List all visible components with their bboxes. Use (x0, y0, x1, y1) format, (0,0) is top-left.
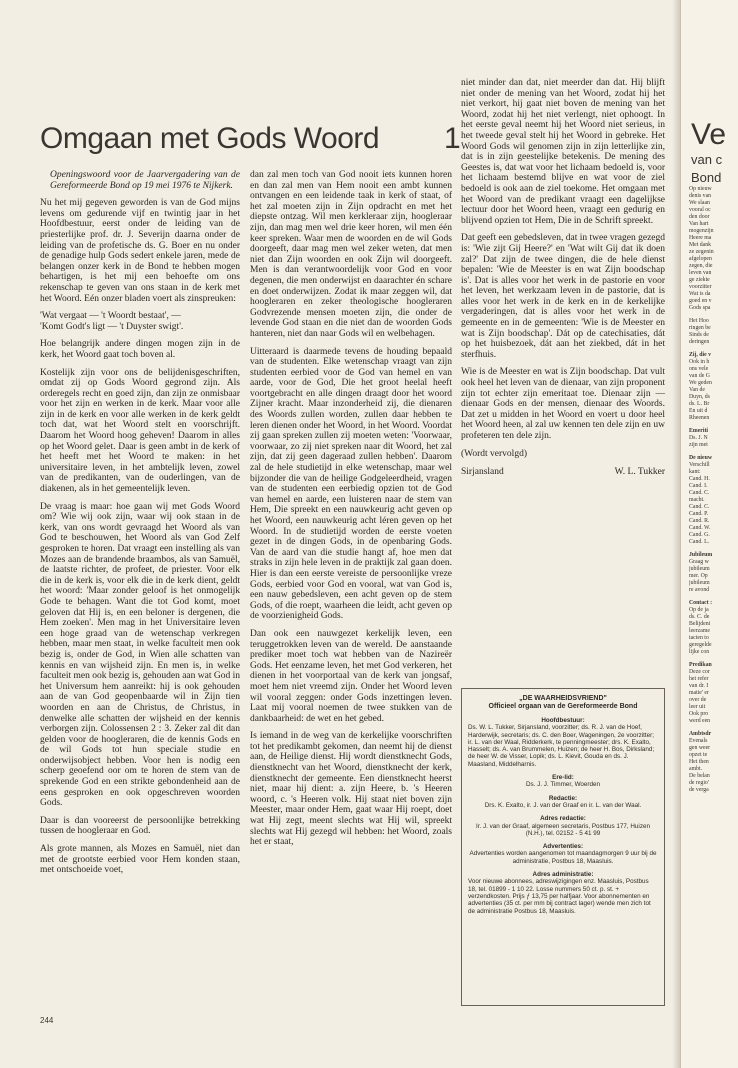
adjacent-page-line: het refer (689, 676, 709, 682)
adjacent-page-line: zegen, die (689, 263, 713, 269)
adjacent-page-line: Ook in h (689, 359, 710, 365)
board-text: Ds. W. L. Tukker, Sirjansland, voorzitter; ds. R. J. van de Hoef, Harderwijk, secretaris; ds. C. den Boer, Wageningen, 2e voorzitter; ir. L. van der Waal, Ridderkerk, te penningmeester; drs. K. Exalto, Hasselt; ds. A. van Brummelen, Huizen; de heer H. Bos, Dirksland; de heer W. de Visser, Lopik; ds. L. Kievit, Gouda en ds. J. Maasland, Middelharnis. (468, 724, 655, 768)
paragraph: niet minder dan dat, niet meerder dan dat. Hij blijft niet onder de mening van het Woord, zodat hij het niet verkort, hij gaat niet boven de mening van het Woord, zodat hij het niet verlengt, niet ophoogt. In het eerste geval neemt hij het Woord niet serieus, in het tweede geval stelt hij het Woord in gebreke. Het Woord Gods wil genomen zijn in zijn letterlijke zin, dat is in zijn geestelijke betekenis. De mening des Geestes is, dat wat voor het lichaam bedoeld is, voor het lichaam bestemd blijve en wat voor de ziel bedoeld is ook aan de ziel toekome. Het omgaan met het Woord van de predikant vraagt een dagelijkse lectuur door het Woord heen, vraagt een gedurig en blijvend opzien tot Hem, Die in de Schrift spreekt. (461, 78, 665, 226)
admin-title: Adres administratie: (532, 871, 594, 879)
adjacent-page-heading: Ambtsdr (689, 731, 712, 737)
paragraph: Dat geeft een gebedsleven, dat in twee vragen gezegd is: 'Wie zijt Gij Heere?' en 'Wat wilt Gij dat ik doen zal?' Dat zijn de twee dingen, die de hele dienst bepalen: 'Wie de Meester is en wat Zijn boodschap is'. Dat is alles voor het werk in de pastorie en voor het leven, het werkzaam leven in de pastorie, dat is alles voor het werk in de kerk en in de kerkelijke vergaderingen, dat is alles voor het werk in de gemeente en in de gemeenten: 'Wie is de Meester en wat is Zijn boodschap'. Dát op de catechisaties, dát op het huisbezoek, dát aan het ziekbed, dát in het sterfhuis. (461, 233, 665, 360)
adjacent-page-line: lijke con (689, 649, 710, 655)
colophon-subheading: Officieel orgaan van de Gereformeerde Bond (488, 703, 638, 710)
adjacent-page-line: ambt. (689, 766, 703, 772)
adjacent-page-line: Het then (689, 759, 709, 765)
adjacent-page-line: macht. (689, 497, 705, 503)
adjacent-page-subtitle-1: van c (691, 152, 723, 167)
adjacent-page-line: tacten to (689, 635, 709, 641)
adjacent-page-line: Cand. G. (689, 532, 710, 538)
adjacent-page-line: opzet te (689, 752, 708, 758)
adjacent-page-line: ds. C. de (689, 614, 710, 620)
motto-line-2: 'Komt Godt's ligt — 't Duyster swigt'. (40, 321, 184, 332)
article-title: Omgaan met Gods Woord (40, 122, 380, 155)
adjacent-page-line: den door (689, 214, 710, 220)
adjacent-page-line: mer. Op (689, 573, 708, 579)
adjacent-page-line: ze zegenin (689, 249, 714, 255)
adjacent-page-line: Heere ma (689, 235, 712, 241)
article-subtitle: Openingswoord voor de Jaarvergadering van de Gereformeerde Bond op 19 mei 1976 te Nijkerk. (50, 170, 240, 191)
adjacent-page-title: Ve (691, 118, 727, 151)
adjacent-page-line: goed en v (689, 298, 712, 304)
adjacent-page-heading: Jubileum (689, 552, 713, 558)
adjacent-page (680, 0, 738, 1068)
adjacent-page-line: vooral oc (689, 207, 711, 213)
paragraph: Wie is de Meester en wat is Zijn boodschap. Dat vult ook heel het leven van de dienaar, van zijn proponent zijn tot echter zijn emeritaat toe. Dienaar zijn — dienaar Gods en der mensen, dienaar des Woords. Dat zet u midden in het Woord en voert u door heel het Woord heen, al zal uw kennen ten dele zijn en uw profeteren ten dele zijn. (461, 367, 665, 441)
adjacent-page-line: deringen (689, 339, 710, 345)
adjacent-page-line: Cand. C. (689, 504, 710, 510)
adjacent-page-line: geregelde (689, 642, 712, 648)
to-be-continued: (Wordt vervolgd) (461, 448, 527, 459)
adjacent-page-line: de regio' (689, 780, 709, 786)
adjacent-page-line: Cand. H. (689, 476, 710, 482)
adjacent-page-line: gen weer (689, 745, 711, 751)
adjacent-page-line: mogenzijn (689, 228, 714, 234)
adjacent-page-line: afgelopen (689, 256, 712, 262)
adjacent-page-line: Cand. I. (689, 483, 708, 489)
page-number: 244 (40, 1016, 54, 1025)
adjacent-page-line: Verschill (689, 462, 710, 468)
column-3 (461, 78, 665, 478)
adjacent-page-line: Cand. L. (689, 539, 710, 545)
adjacent-page-heading: Emeriti (689, 428, 708, 434)
adjacent-page-line: We slaan (689, 200, 710, 206)
adjacent-page-line: werd een (689, 718, 711, 724)
adjacent-page-line: ge ziekte (689, 277, 710, 283)
adjacent-page-line: Ook pro (689, 711, 709, 717)
article-part-number: 1 (444, 122, 461, 155)
adjacent-page-line: leerzame (689, 628, 710, 634)
paragraph: Is iemand in de weg van de kerkelijke voorschriften tot het predikambt gekomen, dan neemt hij de dienst aan, de Heilige dienst. Hij wordt dienstknecht Gods, dienstknecht van het Woord, dienstknecht der kerk, dienstknecht der gemeente. Een dienstknecht heerst niet, maar hij dient: a. zijn Heere, b. 's Heeren woord, c. 's Heeren volk. Hij staat niet boven zijn Meester, maar onder Hem, gaat waar Hij roept, doet wat Hij zegt, meent slechts wat Hij wil, spreekt slechts wat Hij gezegd wil hebben: het Woord, zoals het er staat, (250, 731, 452, 848)
adjacent-page-line: ons vele (689, 366, 709, 372)
adjacent-page-line: van de G (689, 373, 710, 379)
adjacent-page-subtitle-2: Bond (691, 170, 722, 185)
adjacent-page-line: Van de (689, 387, 705, 393)
adjacent-page-line: Op de ja (689, 607, 709, 613)
board-title: Hoofdbestuur: (541, 717, 585, 724)
adjacent-page-line: Cand. C. (689, 490, 710, 496)
adjacent-page-line: kant: (689, 469, 701, 475)
adjacent-page-line: over de (689, 697, 707, 703)
adjacent-page-line: voorzitter (689, 284, 712, 290)
adjacent-page-line: Duyn, ds (689, 394, 710, 400)
adjacent-page-heading: Contact : (689, 600, 713, 606)
adjacent-page-line: Rheenen (689, 415, 710, 421)
adjacent-page-heading: Zij, die v (689, 352, 712, 358)
adjacent-page-line: Cand. P. (689, 511, 709, 517)
adjacent-page-line: Van hart (689, 221, 709, 227)
paragraph: Nu het mij gegeven geworden is van de God mijns levens om gedurende vijf en twintig jaar in het Hoofdbestuur, eerst onder de leiding van de priesterlijke prof. dr. J. Severijn daarna onder de leiding van de profetische ds. G. Boer en nu onder de genadige hulp Gods sedert enkele jaren, mede de belangen onzer kerk in de Bond te hebben mogen behartigen, is het mij een behoefte om ons rekenschap te geven van ons staan in de kerk met het Woord. Eén onzer bladen voert als zinspreuken: (40, 198, 240, 304)
adjacent-page-line: Deze cor (689, 669, 710, 675)
admin-text: Voor nieuwe abonnees, adreswijzigingen enz. Maasluis, Postbus 18, tel. 01899 - 1 10 22. Losse nummers 50 ct. p. st. + verzendkosten. Prijs ƒ 13,75 per halfjaar. Voor abonnementen en advertenties (35 ct. per mm bij contract lager) wende men zich tot de administratie Postbus 18, Maasluis. (468, 878, 651, 915)
adjacent-page-line: Gods spa (689, 305, 711, 311)
ads-title: Advertenties: (542, 843, 584, 851)
adjacent-page-line: Cand. R. (689, 518, 710, 524)
adjacent-page-line: ds. L. Br (689, 401, 710, 407)
paragraph: Hoe belangrijk andere dingen mogen zijn in de kerk, het Woord gaat toch boven al. (40, 339, 240, 360)
adjacent-page-line: jubileum (689, 580, 710, 586)
column-1 (40, 170, 240, 883)
adjacent-page-line: leven van (689, 270, 712, 276)
adjacent-page-line: matie' er (689, 690, 709, 696)
adjacent-page-line: Belijdeni (689, 621, 711, 627)
column-2 (250, 170, 452, 855)
paragraph: Uitteraard is daarmede tevens de houding bepaald van de studenten. Elke wetenschap vraagt van zijn studenten eerbied voor de God van hemel en van aarde, voor de God, Die het groot heelal heeft voortgebracht en alle dingen draagt door het woord Zijner kracht. Maar inzonderheid zij, die dienaren des Woords zullen worden, zullen daar hebben te leren dienen onder het Woord, in het Woord. Voordat zij gaan spreken zullen zij moeten weten: 'Voorwaar, voorwaar, zo zij niet spreken naar dit Woord, het zal zijn, dat zij geen dageraad zullen hebben'. Daarom zal de hele studietijd in elke wetenschap, maar wel bijzonder die van de heilige Godgeleerdheid, vragen van de studenten een eerbiedig opzien tot de God van hemel en aarde, een luisteren naar de stem van Hem, Die spreekt en een nauwkeurig acht geven op het Woord, een nauwkeurig acht léren geven op het Woord. In de studietijd worden de eerste voeten gezet in de dingen Gods, in de openbaring Gods. Van de aard van die studie hangt af, hoe men dat straks in zijn hele leven in de praktijk zal gaan doen. Hier is dan een eerste vereiste de persoonlijke vreze Gods, eerbied voor God en vooral, wat van God is, een nauw gebedsleven, een acht geven op de stem Gods, of die roept, waarheen die leidt, acht geven op de voorzienigheid Gods. (250, 346, 452, 622)
motto-line-1: 'Wat vergaat — 't Woordt bestaat', — (40, 311, 181, 322)
paragraph: Daar is dan vooreerst de persoonlijke betrekking tussen de hoogleraar en God. (40, 815, 240, 837)
adjacent-page-line: ringen be (689, 325, 711, 331)
paragraph: Als grote mannen, als Mozes en Samuël, niet dan met de grootste eerbied voor Hem konden staan, met ontschoeide voet, (40, 844, 240, 876)
adjacent-page-line: Wat is da (689, 291, 711, 297)
colophon-heading: „DE WAARHEIDSVRIEND" (519, 695, 607, 702)
motto-quote (40, 311, 240, 332)
adjacent-page-heading: De nieuw (689, 455, 713, 461)
editor-address-title: Adres redactie: (540, 815, 586, 823)
adjacent-page-line: zijn met (689, 442, 708, 448)
adjacent-page-line: denis van (689, 193, 712, 199)
adjacent-page-line: Het Hoo (689, 318, 709, 324)
signature-place: Sirjansland (461, 467, 504, 478)
adjacent-page-line: Evenals (689, 738, 708, 744)
adjacent-page-heading: Predikan (689, 662, 712, 668)
adjacent-page-line: En uit d (689, 408, 708, 414)
adjacent-page-line: Ds. J. N (689, 435, 708, 441)
paragraph: Dan ook een nauwgezet kerkelijk leven, een teruggetrokken leven van de wereld. De aanstaande prediker moet toch wat hebben van de Nazireër Gods. Het eenzame leven, het met God verkeren, het dienen in het voorportaal van de kerk van jongsaf, moet hem niet vreemd zijn. Onder het Woord leven wil vooral zeggen: onder Gods inzettingen leven. Laat mij vooral noemen de twee stukken van de dankbaarheid: de wet en het gebed. (250, 628, 452, 724)
adjacent-page-line: We geden (689, 380, 712, 386)
adjacent-page-line: leer uit (689, 704, 706, 710)
adjacent-page-line: Sinds de (689, 332, 709, 338)
adjacent-page-line: de verga (689, 787, 709, 793)
signature-author: W. L. Tukker (614, 467, 665, 478)
adjacent-page-line: Cand. W. (689, 525, 711, 531)
adjacent-page-line: De belan (689, 773, 710, 779)
adjacent-page-line: Graag w (689, 559, 709, 565)
adjacent-page-line: re avond (689, 587, 710, 593)
ads-text: Advertenties worden aangenomen tot maandagmorgen 9 uur bij de administratie, Postbus 18, Maasluis. (469, 850, 657, 865)
adjacent-page-line: van dr. I (689, 683, 709, 689)
editor-address-text: Ir. J. van der Graaf, algemeen secretaris, Postbus 177, Huizen (N.H.), tel. 02152 - 5 41 99 (476, 822, 650, 837)
adjacent-page-line: Met dank (689, 242, 712, 248)
paragraph: dan zal men toch van God nooit iets kunnen horen en dan zal men van Hem nooit een ambt kunnen ontvangen en een leidende taak in kerk of staat, of het zal moeten zijn in Zijn opdracht en met het diepste ontzag. Wil men kerkleraar zijn, hoogleraar zijn, dan mag men wel drie keer horen, wil men één keer spreken. Waar men de woorden en de wil Gods doorgeeft, daar mag men wel zeker weten, dat men niet dan Zijn woorden en ook Zijn wil doorgeeft. Men is dan verantwoordelijk voor God en voor degenen, die men onderwijst en daarachter én schare en doet onderwijzen. Zodat ik maar zeggen wil, dat hoogleraren en zeker theologische hoogleraren Godvrezende mensen moeten zijn, die onder de levende God staan en die niet dan de woorden Gods hanteren, niet dan naar Gods wil en welbehagen. (250, 170, 452, 339)
paragraph: De vraag is maar: hoe gaan wij met Gods Woord om? Wie wij ook zijn, waar wij ook staan in de kerk, van ons wordt gevraagd het Woord als van God te beschouwen, het Woord als van God Zelf gesproken te horen. Dat vraagt een instelling als van Mozes aan de brandende braambos, als van Samuël, de laatste richter, de profeet, de priester. Voor elk die in de kerk is, voor elk die in de kerk dient, geldt het woord: 'Maar zonder geloof is het onmogelijk Gode te behagen. Want die tot God komt, moet geloven dat Hij is, en een beloner is dergenen, die Hem zoeken'. Men mag in het Universitaire leven een hoge graad van de wetenschap verkregen hebben, maar men staat, in welke faculteit men ook bezig is, onder de God, in Wien alle schatten van kennis en van wijsheid zijn. En men is, in welke faculteit men ook bezig is, gehouden aan wat God in het Universum hem aanreikt: hij is ook gehouden aan de van God geopenbaarde wil in Zijn tien woorden en aan de Christus, de Christus, in denwelke alle schatten der wijsheid en der kennis verborgen zijn. Colossensen 2 : 3. Zeker zal dit dan gelden voor de hoogleraren, die de kennis Gods en de wil Gods tot hun speciale studie en onderwijsobject hebben. Voor hen is nodig een scherp geoefend oor om te horen de stem van de sprekende God en een strikte gebondenheid aan de eens gesproken en ook opgeschreven woorden Gods. (40, 501, 240, 809)
adjacent-page-line: Op nieuw (689, 186, 712, 192)
adjacent-page-line: jubileum (689, 566, 710, 572)
editors-text: Drs. K. Exalto, ir. J. van der Graaf en ir. L. van der Waal. (484, 801, 642, 809)
colophon-box (461, 688, 665, 1006)
paragraph: Kostelijk zijn voor ons de belijdenisgeschriften, omdat zij op Gods Woord gegrond zijn. Als orderegels recht en goed zijn, dan zijn ze onmisbaar voor het zijn en werken in de kerk. Maar voor alle zijn in de kerk en voor alle werken in de kerk geldt toch dat, wat het Woord stelt en voorschrijft. Daarom het Woord hoog geheven! Daarom in alles op het Woord gelet. Daar is geen ambt in de kerk of het heeft met het Woord te maken: in het universitaire leven, in het ambtelijk leven, zowel van de predikanten, van de ouderlingen, van de diakenen, als in het gemeentelijk leven. (40, 367, 240, 495)
honor-title: Ere-lid: (552, 774, 574, 782)
signature-line (461, 467, 665, 478)
adjacent-page-text (689, 186, 738, 794)
honor-text: Ds. J. J. Timmer, Woerden (525, 781, 601, 789)
editors-title: Redactie: (548, 794, 578, 802)
